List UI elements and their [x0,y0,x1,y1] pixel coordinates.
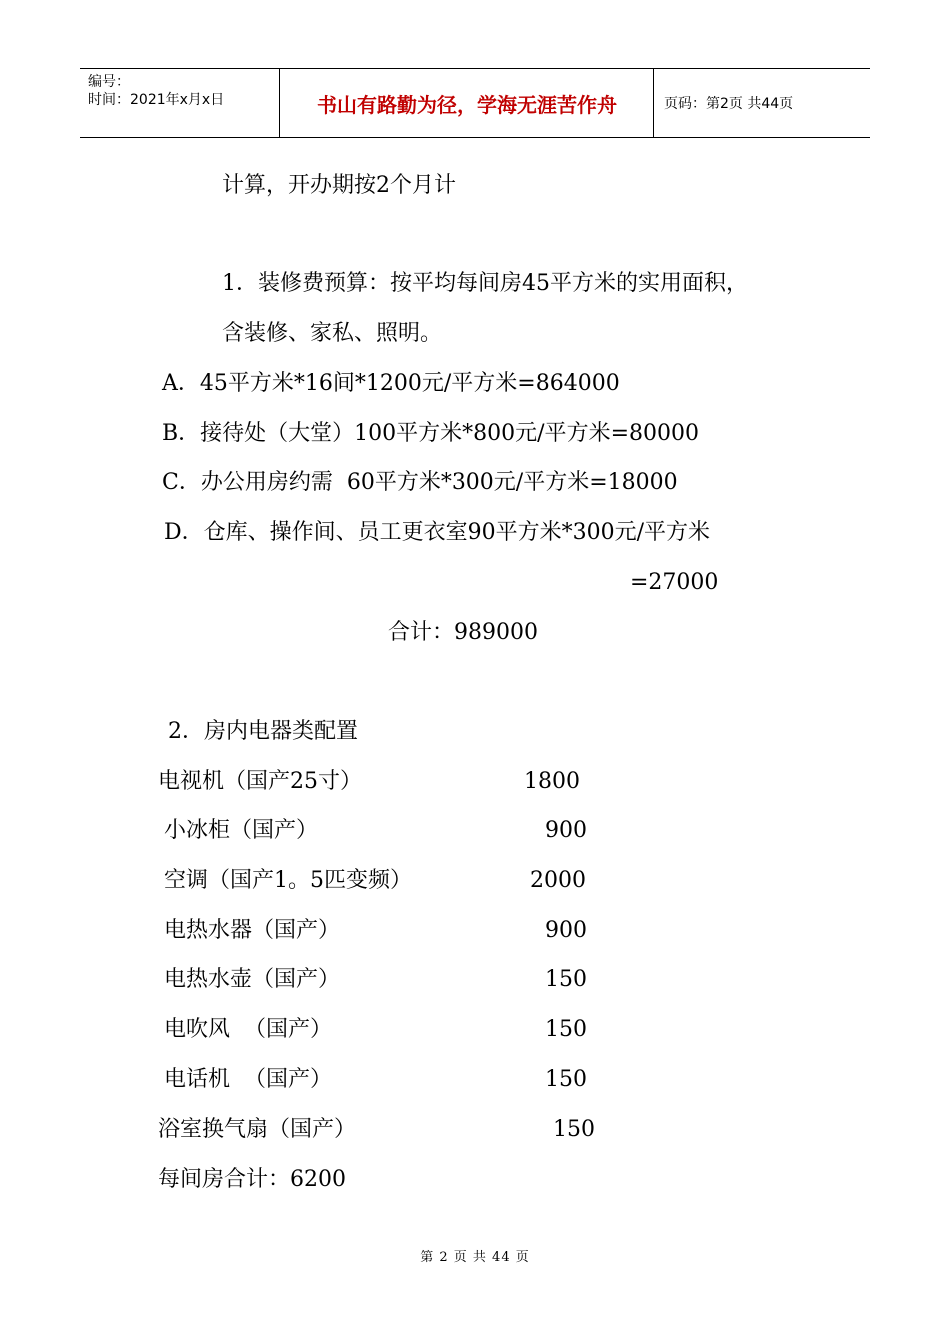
item-a: A．45平方米*16间*1200元/平方米=864000 [162,371,620,396]
page-footer: 第 2 页 共 44 页 [420,1250,530,1265]
section2-total: 每间房合计：6200 [158,1167,346,1192]
appliance-name: 浴室换气扇（国产） [158,1117,357,1142]
intro-text: 计算，开办期按2个月计 [222,173,456,198]
time-label: 时间：2021年x月x日 [88,92,225,108]
appliance-name: 电吹风 （国产） [164,1017,332,1042]
item-d-result: =27000 [630,570,719,595]
appliance-name: 小冰柜（国产） [164,818,319,843]
header-meta [80,69,280,137]
appliance-price: 150 [553,1117,595,1142]
page-header [80,68,870,138]
appliance-price: 900 [545,918,587,943]
item-d: D．仓库、操作间、员工更衣室90平方米*300元/平方米 [164,520,711,545]
appliance-price: 2000 [530,868,586,893]
section1-title: 1．装修费预算：按平均每间房45平方米的实用面积， [222,271,748,296]
appliance-price: 150 [545,1067,587,1092]
item-c: C．办公用房约需 60平方米*300元/平方米=18000 [162,470,678,495]
item-b: B．接待处（大堂）100平方米*800元/平方米=80000 [162,421,699,446]
section1-title-cont: 含装修、家私、照明。 [222,321,443,346]
appliance-price: 1800 [524,769,580,794]
appliance-price: 150 [545,1017,587,1042]
appliance-price: 900 [545,818,587,843]
appliance-name: 电热水器（国产） [164,918,341,943]
section2-title: 2．房内电器类配置 [168,719,358,744]
appliance-price: 150 [545,967,587,992]
appliance-name: 电视机（国产25寸） [158,769,362,794]
number-label: 编号： [88,74,130,90]
appliance-name: 电话机 （国产） [164,1067,332,1092]
appliance-name: 电热水壶（国产） [164,967,341,992]
header-page-info: 页码：第2页 共44页 [664,96,794,112]
appliance-name: 空调（国产1。5匹变频） [164,868,412,893]
header-motto: 书山有路勤为径，学海无涯苦作舟 [281,69,654,137]
section1-total: 合计：989000 [388,620,538,645]
